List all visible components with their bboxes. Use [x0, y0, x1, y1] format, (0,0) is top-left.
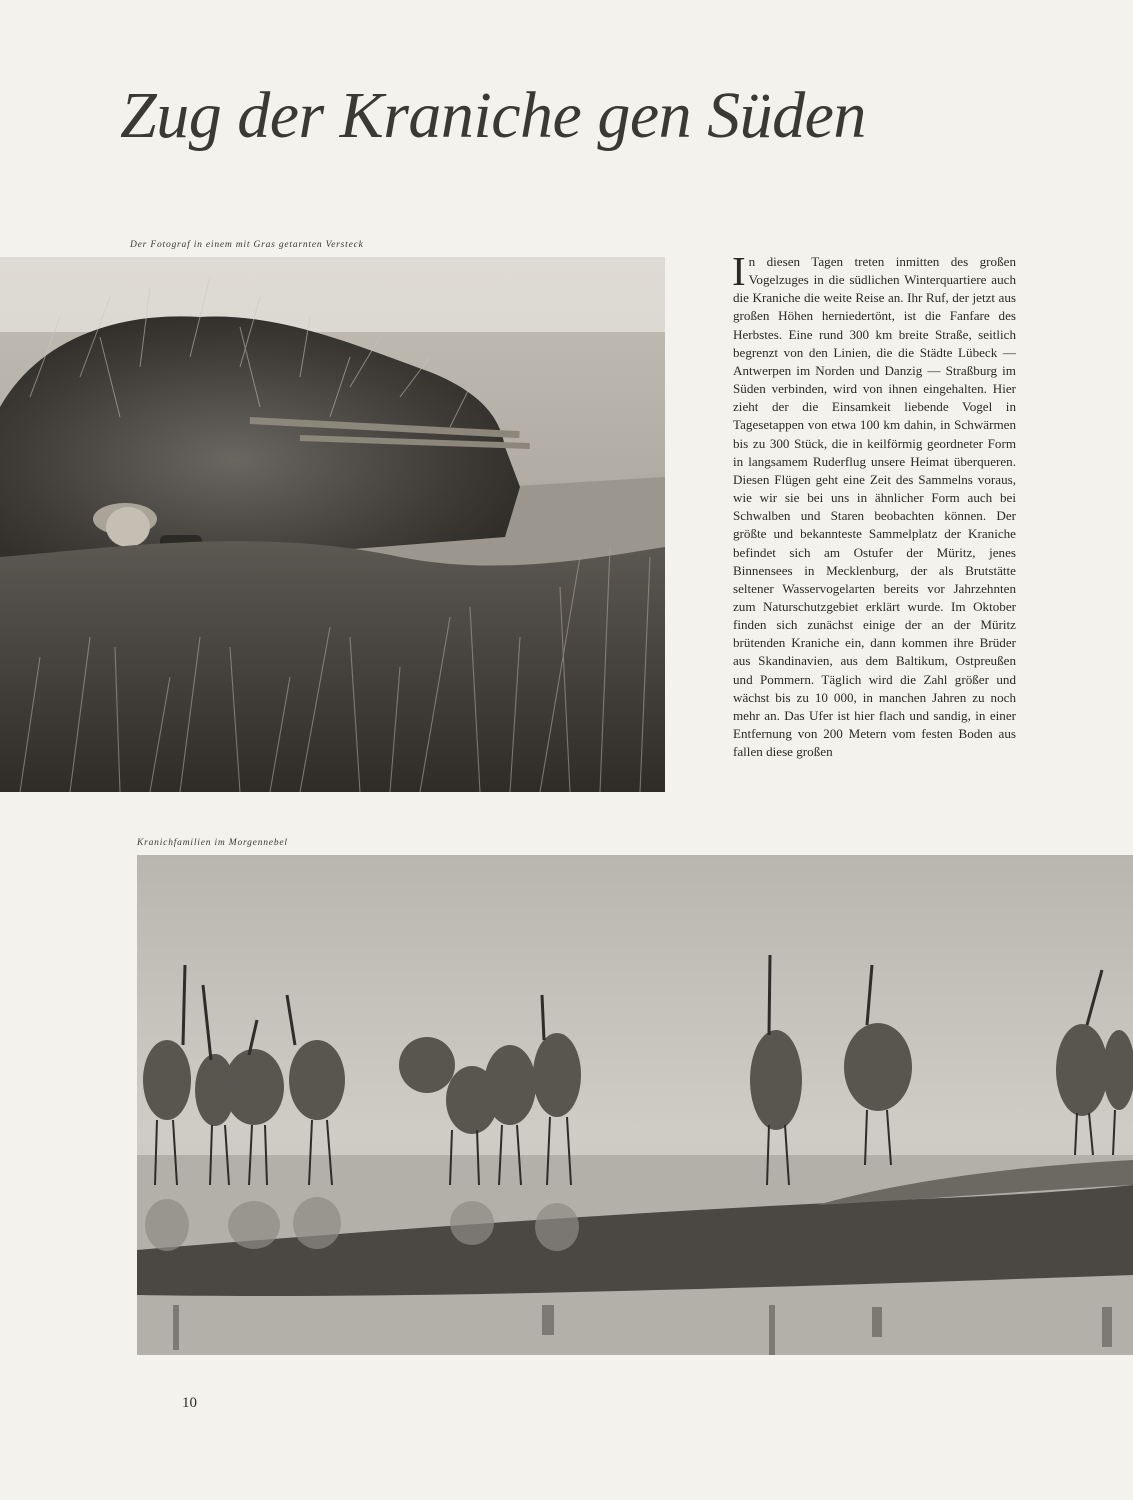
article-body-text: n diesen Tagen treten inmitten des großen Vogelzuges in die südlichen Winterquartiere auch die Kraniche die weite Reise an. Ihr Ruf, der jetzt aus großen Höhen herniedertönt, ist die Fanfare des Herbstes. Eine rund 300 km breite Straße, seitlich begrenzt von den Linien, die die Städte Lübeck — Antwerpen im Norden und Danzig — Straßburg im Süden verbinden, wird von ihnen eingehalten. Hier zieht der die Einsamkeit liebende Vogel in Tagesetappen von etwa 100 km dahin, in Schwärmen bis zu 300 Stück, die in keilförmig geordneter Form in langsamem Ruderflug unsere Heimat überqueren. Diesen Flügen geht eine Zeit des Sammelns voraus, wie wir sie bei uns in ähnlicher Form auch bei Schwalben und Staren beobachten können. Der größte und bekannteste Sammelplatz der Kraniche befindet sich am Ostufer der Müritz, jenes Binnensees in Mecklenburg, der als Brutstätte seltener Wasservogelarten bereits vor Jahrzehnten zum Naturschutzgebiet erklärt wurde. Im Oktober finden sich zunächst einige der an der Müritz brütenden Kraniche ein, dann kommen ihre Brüder aus Skandinavien, aus dem Baltikum, Ostpreußen und Pommern. Täglich wird die Zahl größer und wächst bis zu 10 000, in manchen Jahren zu noch mehr an. Das Ufer ist hier flach und sandig, in einer Entfernung von 200 Metern vom festen Boden aus fallen diese großen — [733, 254, 1016, 760]
article-title: Zug der Kraniche gen Süden — [120, 79, 866, 152]
photo-photographer-hide — [0, 257, 665, 792]
page-number: 10 — [182, 1395, 197, 1411]
photo1-caption: Der Fotograf in einem mit Gras getarnten Versteck — [130, 240, 364, 250]
photo2-caption: Kranichfamilien im Morgennebel — [137, 838, 288, 848]
article-body — [732, 248, 1016, 761]
drop-cap: I — [732, 248, 746, 294]
photo-cranes-morning-mist — [137, 855, 1133, 1355]
